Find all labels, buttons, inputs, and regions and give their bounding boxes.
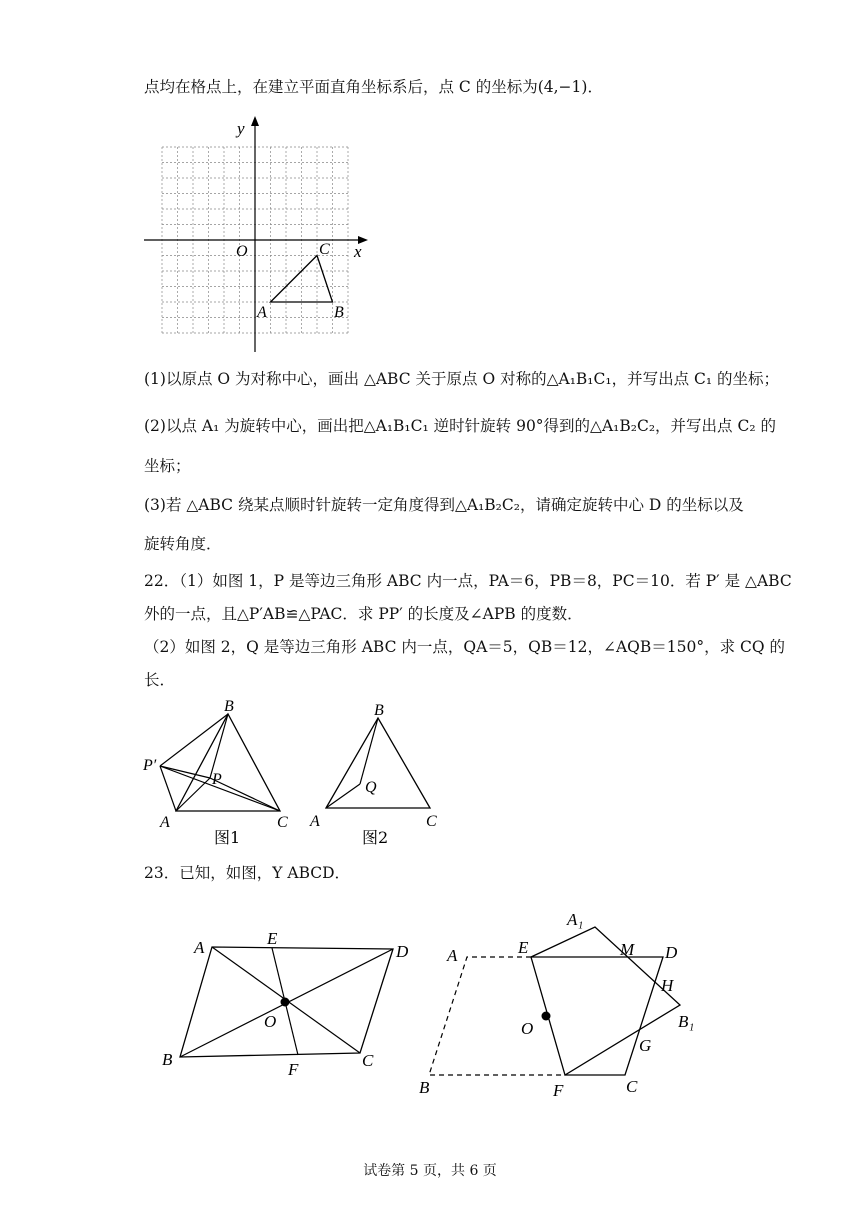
q23-line1: 23．已知，如图，Y ABCD． bbox=[144, 864, 351, 882]
page-footer: 试卷第 5 页，共 6 页 bbox=[363, 1163, 497, 1179]
q21-part2-line1: (2)以点 A₁ 为旋转中心，画出把△A₁B₁C₁ 逆时针旋转 90°得到的△A₁B₂C₂，并写出点 C₂ 的 bbox=[144, 417, 776, 435]
fig1-seg-pprime-a bbox=[160, 766, 176, 811]
right-label-d: D bbox=[665, 943, 678, 962]
fig1-caption: 图1 bbox=[214, 828, 241, 846]
right-label-b1: B₁ bbox=[678, 1012, 695, 1031]
fig2-seg-q-a bbox=[326, 784, 360, 808]
right-label-c: C bbox=[626, 1077, 638, 1096]
fig2-label-q: Q bbox=[365, 779, 377, 796]
parallelogram-left-figure bbox=[150, 920, 420, 1080]
parallelogram-right-figure bbox=[415, 905, 715, 1100]
coordinate-grid-figure bbox=[140, 110, 380, 355]
right-label-o: O bbox=[521, 1019, 534, 1038]
right-label-a: A bbox=[447, 946, 458, 965]
label-x: x bbox=[354, 242, 362, 261]
left-label-c: C bbox=[362, 1051, 374, 1070]
right-label-a1: A₁ bbox=[567, 910, 584, 929]
q22-line4: 长． bbox=[144, 671, 176, 689]
left-label-f: F bbox=[288, 1060, 299, 1079]
fig1-label-p: P bbox=[212, 771, 222, 788]
q21-part1: (1)以原点 O 为对称中心，画出 △ABC 关于原点 O 对称的△A₁B₁C₁，并写出点 C₁ 的坐标； bbox=[144, 370, 780, 388]
right-label-e: E bbox=[518, 938, 529, 957]
right-label-h: H bbox=[661, 976, 674, 995]
left-label-b: B bbox=[162, 1050, 173, 1069]
label-b: B bbox=[334, 304, 344, 321]
left-label-o: O bbox=[264, 1012, 277, 1031]
left-label-e: E bbox=[267, 929, 278, 948]
rotated-quadrilateral bbox=[531, 927, 680, 1075]
fig1-seg-p-a bbox=[176, 778, 210, 811]
point-o-left bbox=[281, 998, 290, 1007]
right-label-m: M bbox=[620, 940, 635, 959]
q21-part3-line2: 旋转角度． bbox=[144, 535, 222, 553]
parallelogram-solid-part bbox=[531, 957, 663, 1075]
q22-line3: （2）如图 2，Q 是等边三角形 ABC 内一点，QA＝5，QB＝12，∠AQB＝150°，求 CQ 的 bbox=[144, 638, 785, 656]
fig1-label-c: C bbox=[277, 814, 288, 831]
fig2-label-a: A bbox=[310, 813, 320, 830]
figure-2 bbox=[306, 696, 456, 846]
q21-part3-line1: (3)若 △ABC 绕某点顺时针旋转一定角度得到△A₁B₂C₂，请确定旋转中心 D 的坐标以及 bbox=[144, 496, 744, 514]
label-o: O bbox=[236, 243, 248, 260]
fig1-seg-pprime-p bbox=[160, 766, 210, 778]
y-axis-arrow bbox=[251, 116, 259, 126]
fig1-label-b: B bbox=[224, 698, 234, 715]
fig2-label-c: C bbox=[426, 813, 437, 830]
q22-line2: 外的一点，且△P′AB≌△PAC．求 PP′ 的长度及∠APB 的度数． bbox=[144, 605, 583, 623]
right-label-f: F bbox=[553, 1081, 564, 1100]
fig1-seg-p-b bbox=[210, 714, 228, 778]
fig1-seg-pprime-b bbox=[160, 714, 228, 766]
intro-line: 点均在格点上，在建立平面直角坐标系后，点 C 的坐标为(4,−1)． bbox=[144, 78, 603, 96]
right-label-g: G bbox=[639, 1036, 652, 1055]
fig2-caption: 图2 bbox=[362, 828, 389, 846]
q21-part2-line2: 坐标； bbox=[144, 457, 191, 475]
fig2-label-b: B bbox=[374, 702, 384, 719]
figure-1 bbox=[140, 696, 310, 846]
point-o-right bbox=[542, 1012, 551, 1021]
q22-line1: 22．（1）如图 1，P 是等边三角形 ABC 内一点，PA＝6，PB＝8，PC＝10．若 P′ 是 △ABC bbox=[144, 572, 792, 590]
fig2-seg-q-b bbox=[360, 718, 378, 784]
fig2-triangle-abc bbox=[326, 718, 430, 808]
label-c: C bbox=[319, 241, 330, 258]
fig1-label-a: A bbox=[160, 814, 170, 831]
label-y: y bbox=[237, 119, 245, 138]
label-a: A bbox=[257, 304, 267, 321]
right-label-b: B bbox=[419, 1078, 430, 1097]
fig1-label-pprime: P′ bbox=[143, 757, 157, 774]
left-label-d: D bbox=[396, 942, 409, 961]
left-label-a: A bbox=[194, 938, 205, 957]
